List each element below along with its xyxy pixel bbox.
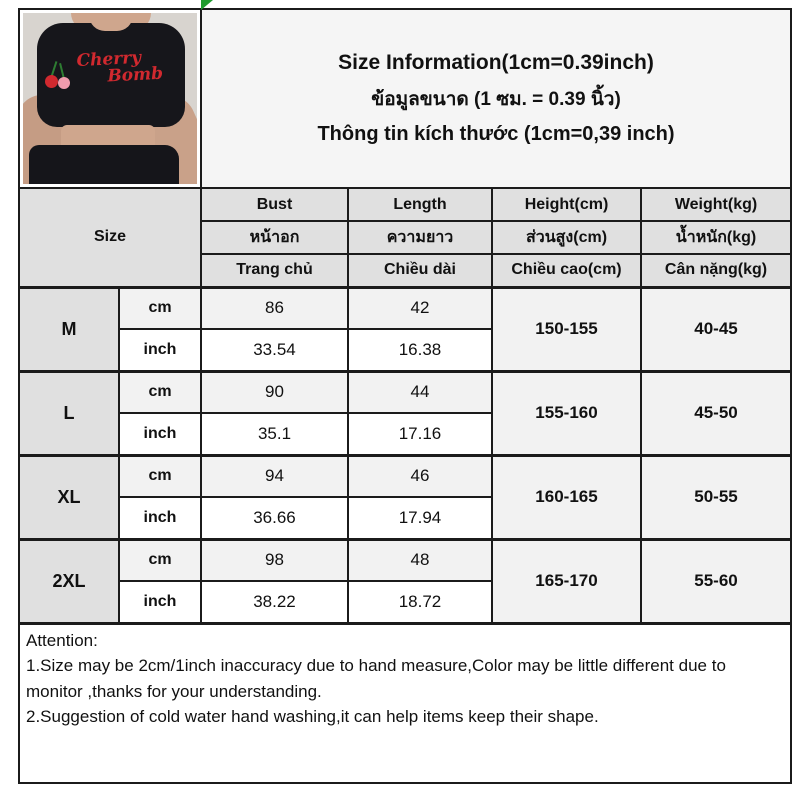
green-corner-marker-icon [201, 0, 213, 10]
col-header-height-th: ส่วนสูง(cm) [492, 221, 641, 254]
m-length-cm: 42 [348, 287, 492, 329]
unit-cm: cm [119, 455, 201, 497]
col-header-weight-vi: Cân nặng(kg) [641, 254, 791, 287]
attention-cell [19, 623, 791, 783]
size-label-xl: XL [19, 455, 119, 539]
row-m-cm [19, 287, 791, 329]
col-header-weight-th: น้ำหนัก(kg) [641, 221, 791, 254]
col-header-weight-en: Weight(kg) [641, 188, 791, 221]
l-bust-inch: 35.1 [201, 413, 348, 455]
title-cell [201, 9, 791, 188]
title-vietnamese: Thông tin kích thước (1cm=0,39 inch) [317, 123, 675, 145]
2xl-bust-inch: 38.22 [201, 581, 348, 623]
col-header-bust-vi: Trang chủ [201, 254, 348, 287]
row-xl-cm [19, 455, 791, 497]
top-row [19, 9, 791, 188]
title-english: Size Information(1cm=0.39inch) [338, 51, 654, 74]
xl-bust-cm: 94 [201, 455, 348, 497]
size-label-2xl: 2XL [19, 539, 119, 623]
2xl-length-cm: 48 [348, 539, 492, 581]
unit-inch: inch [119, 329, 201, 371]
col-header-height-vi: Chiều cao(cm) [492, 254, 641, 287]
header-row-en [19, 188, 791, 221]
product-photo [23, 13, 197, 184]
unit-cm: cm [119, 287, 201, 329]
col-header-length-vi: Chiều dài [348, 254, 492, 287]
2xl-length-inch: 18.72 [348, 581, 492, 623]
col-header-length-th: ความยาว [348, 221, 492, 254]
2xl-height: 165-170 [492, 539, 641, 623]
xl-bust-inch: 36.66 [201, 497, 348, 539]
attention-note-2: 2.Suggestion of cold water hand washing,it can help items keep their shape. [26, 707, 599, 726]
col-header-height-en: Height(cm) [492, 188, 641, 221]
attention-row [19, 623, 791, 783]
title-thai: ข้อมูลขนาด (1 ซม. = 0.39 นิ้ว) [371, 89, 621, 110]
l-weight: 45-50 [641, 371, 791, 455]
row-l-cm [19, 371, 791, 413]
m-bust-inch: 33.54 [201, 329, 348, 371]
unit-inch: inch [119, 581, 201, 623]
product-photo-cell [19, 9, 201, 188]
m-bust-cm: 86 [201, 287, 348, 329]
unit-cm: cm [119, 371, 201, 413]
xl-weight: 50-55 [641, 455, 791, 539]
m-weight: 40-45 [641, 287, 791, 371]
size-corner-header: Size [19, 188, 201, 287]
col-header-length-en: Length [348, 188, 492, 221]
size-label-m: M [19, 287, 119, 371]
row-2xl-cm [19, 539, 791, 581]
m-length-inch: 16.38 [348, 329, 492, 371]
shirt-text-line1: Cherry [76, 47, 142, 72]
l-length-cm: 44 [348, 371, 492, 413]
l-bust-cm: 90 [201, 371, 348, 413]
attention-heading: Attention: [26, 630, 98, 650]
unit-inch: inch [119, 413, 201, 455]
unit-inch: inch [119, 497, 201, 539]
size-table [18, 8, 792, 784]
size-label-l: L [19, 371, 119, 455]
l-length-inch: 17.16 [348, 413, 492, 455]
col-header-bust-en: Bust [201, 188, 348, 221]
l-height: 155-160 [492, 371, 641, 455]
shirt-text-line2: Bomb [106, 63, 164, 87]
xl-length-inch: 17.94 [348, 497, 492, 539]
2xl-weight: 55-60 [641, 539, 791, 623]
model-bottoms [29, 145, 179, 184]
xl-length-cm: 46 [348, 455, 492, 497]
xl-height: 160-165 [492, 455, 641, 539]
m-height: 150-155 [492, 287, 641, 371]
col-header-bust-th: หน้าอก [201, 221, 348, 254]
shirt-graphic-text [62, 48, 174, 88]
unit-cm: cm [119, 539, 201, 581]
cherry-red-icon [45, 75, 58, 88]
2xl-bust-cm: 98 [201, 539, 348, 581]
attention-note-1: 1.Size may be 2cm/1inch inaccuracy due to hand measure,Color may be little different due to monitor ,thanks for your understanding. [26, 656, 726, 701]
